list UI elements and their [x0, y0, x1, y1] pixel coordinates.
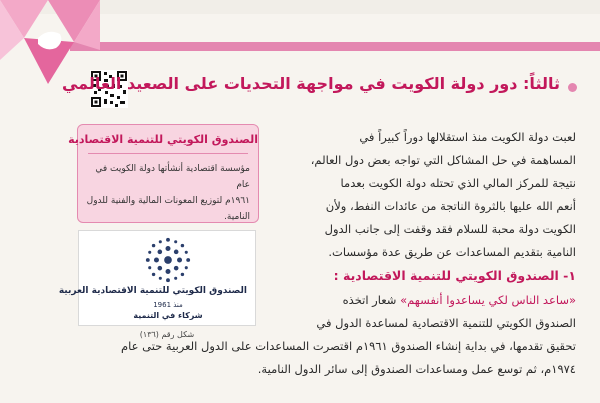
definition-line: ١٩٦١م لتوزيع المعونات المالية والفنية للدول — [86, 196, 250, 206]
body-line: تحقيق تقدمها، في بداية إنشاء الصندوق ١٩٦١م اقتصرت المساعدات على الدول العربية حتى عام — [120, 339, 576, 353]
paragraph-line: نتيجة للمركز المالي الذي تحتله دولة الكويت بعدما — [340, 176, 576, 190]
decorative-triangles — [0, 0, 100, 84]
definition-box-text — [84, 161, 250, 225]
subheading: ١- الصندوق الكويتي للتنمية الاقتصادية : — [333, 268, 576, 283]
definition-line: النامية. — [224, 212, 250, 222]
definition-box-divider — [88, 153, 248, 154]
paragraph-line: النامية بتقديم المساعدات عن طريق عدة مؤسسات. — [328, 245, 576, 259]
paragraph-line: الكويت دولة محبة للسلام فقد وقفت إلى جانب الدول — [324, 222, 576, 236]
body-line: ١٩٧٤م، ثم توسع عمل ومساعدات الصندوق إلى سائر الدول النامية. — [257, 362, 576, 376]
slogan-quote: «ساعد الناس لكي يساعدوا أنفسهم» — [400, 293, 576, 307]
header-band — [70, 42, 600, 51]
paragraph-line: لعبت دولة الكويت منذ استقلالها دوراً كبيراً في — [359, 130, 576, 144]
paragraph-line: المساهمة في حل المشاكل التي تواجه بعض دول العالم، — [310, 153, 576, 167]
section-title: ثالثاً: دور دولة الكويت في مواجهة التحديات على الصعيد العالمي — [61, 74, 560, 93]
definition-line: مؤسسة اقتصادية أنشأتها دولة الكويت في عام — [95, 164, 250, 190]
title-bullet — [568, 83, 577, 92]
fund-logo-name: الصندوق الكويتي للتنمية الاقتصادية العربية — [58, 286, 247, 296]
slogan-description: شعار اتخذه — [342, 293, 401, 307]
fund-emblem-icon — [138, 235, 198, 285]
fund-logo-figure — [58, 230, 256, 326]
definition-box-title: الصندوق الكويتي للتنمية الاقتصادية — [68, 133, 258, 146]
paragraph-line: أنعم الله عليها بالثروة الناتجة من عائدات النفط، ولأن — [325, 199, 576, 213]
figure-caption: شكل رقم (١٣٦) — [139, 330, 195, 339]
fund-logo-since: منذ 1961 — [153, 301, 183, 309]
definition-box — [68, 124, 259, 223]
fund-logo-tagline: شركاء في التنمية — [133, 311, 203, 320]
quote-line — [343, 293, 576, 307]
body-line: الصندوق الكويتي للتنمية الاقتصادية لمساعدة الدول في — [316, 316, 576, 330]
